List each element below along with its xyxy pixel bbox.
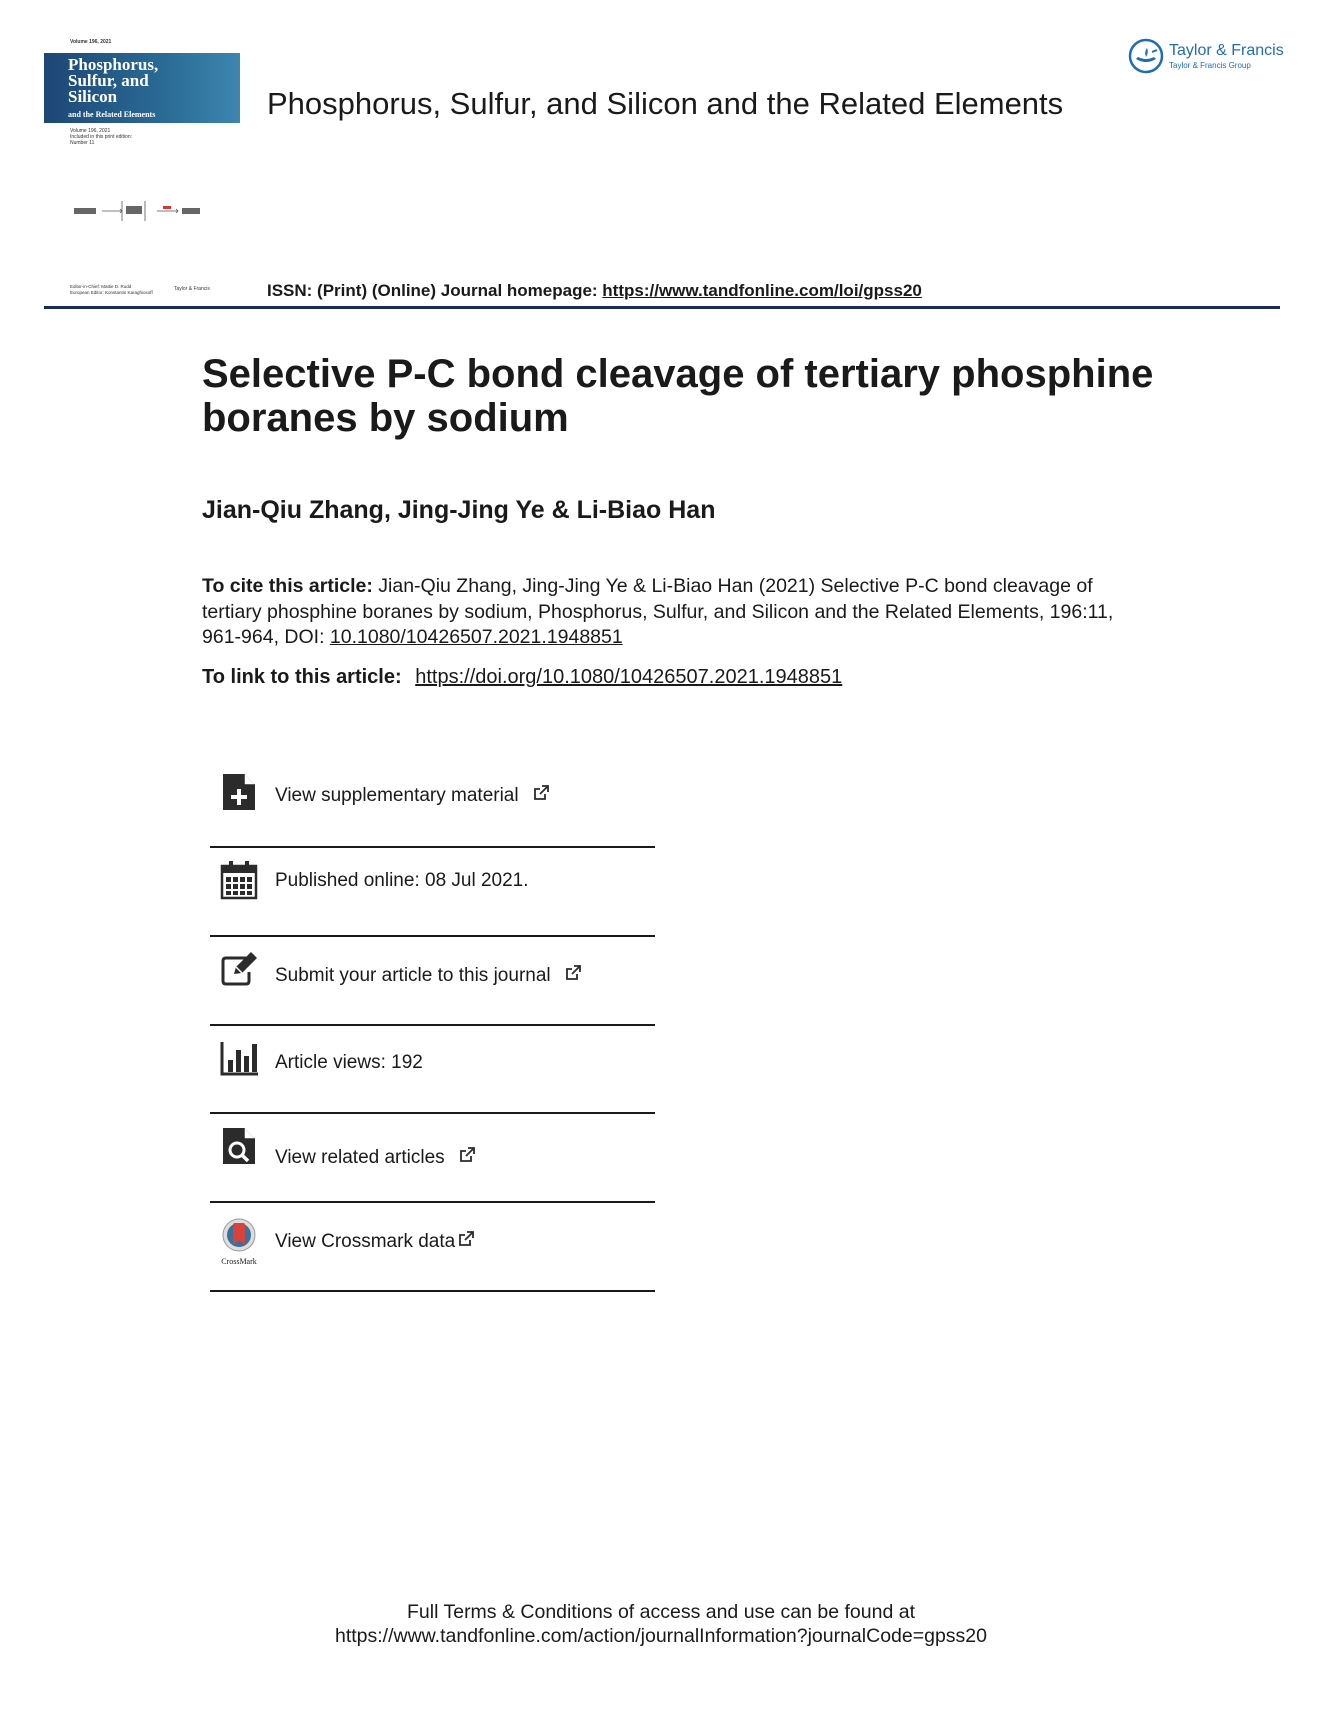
external-link-icon — [532, 784, 550, 802]
article-link-line — [202, 666, 842, 689]
article-doi-url[interactable]: https://doi.org/10.1080/10426507.2021.1948851 — [415, 666, 843, 688]
list-divider — [210, 846, 655, 848]
supplementary-material-row[interactable] — [210, 772, 655, 832]
issn-label: ISSN: (Print) (Online) Journal homepage: — [267, 281, 603, 300]
calendar-icon — [220, 860, 258, 900]
article-title: Selective P-C bond cleavage of tertiary phosphine boranes by sodium — [202, 352, 1154, 440]
list-divider — [210, 1290, 655, 1292]
publisher-group: Taylor & Francis Group — [1169, 61, 1251, 70]
supplementary-label[interactable]: View supplementary material — [275, 785, 519, 806]
external-link-icon — [457, 1230, 475, 1248]
crossmark-logo-text: CrossMark — [221, 1257, 257, 1266]
crossmark-label[interactable]: View Crossmark data — [275, 1231, 456, 1252]
list-divider — [210, 1201, 655, 1203]
submit-article-row[interactable] — [210, 950, 655, 1010]
file-plus-icon — [220, 772, 258, 812]
publisher-name: Taylor & Francis — [1169, 42, 1284, 59]
header-divider — [44, 306, 1280, 309]
terms-footer — [0, 1600, 1322, 1648]
journal-cover-thumbnail — [44, 36, 240, 298]
link-label: To link to this article: — [202, 666, 402, 688]
external-link-icon — [564, 964, 582, 982]
cover-editors: Editor-in-Chief: Mattie D. Rudd European Editor: Konstantin Karaghiosoff — [70, 284, 153, 295]
crossmark-icon — [218, 1218, 260, 1254]
cover-subtitle: and the Related Elements — [68, 110, 156, 119]
article-views-row — [210, 1038, 655, 1098]
bar-chart-icon — [220, 1038, 258, 1078]
published-online-label: Published online: 08 Jul 2021. — [275, 870, 529, 891]
citation-block — [202, 574, 1137, 651]
cover-title-band — [44, 53, 240, 123]
journal-homepage-link[interactable]: https://www.tandfonline.com/loi/gpss20 — [602, 281, 922, 300]
issn-homepage-line — [267, 281, 922, 301]
footer-terms-url[interactable]: https://www.tandfonline.com/action/journalInformation?journalCode=gpss20 — [334, 1625, 987, 1647]
publisher-logo[interactable] — [1128, 38, 1288, 78]
submit-article-label[interactable]: Submit your article to this journal — [275, 965, 551, 986]
publisher-lamp-icon — [1128, 38, 1164, 74]
cover-volume: Volume 196, 2021 — [70, 39, 112, 45]
crossmark-logo — [218, 1218, 260, 1266]
cover-edition-info: Volume 196, 2021 Included in this print edition: Number 11 — [70, 128, 132, 146]
footer-line-1: Full Terms & Conditions of access and use can be found at — [406, 1601, 915, 1623]
doi-link[interactable]: 10.1080/10426507.2021.1948851 — [329, 626, 623, 648]
crossmark-row[interactable] — [210, 1218, 655, 1278]
related-articles-row[interactable] — [210, 1126, 655, 1186]
edit-icon — [220, 950, 258, 990]
article-views-label: Article views: 192 — [275, 1052, 423, 1073]
article-authors: Jian-Qiu Zhang, Jing-Jing Ye & Li-Biao Han — [202, 496, 716, 524]
list-divider — [210, 1112, 655, 1114]
cite-text: Jian-Qiu Zhang, Jing-Jing Ye & Li-Biao Han (2021) Selective P-C bond cleavage of tertiary phosphine boranes by sodium, Phosphorus, Sulfur, and Silicon and the Related Elements, 196:11, 961-964, DOI: — [202, 575, 1114, 648]
journal-title: Phosphorus, Sulfur, and Silicon and the Related Elements — [267, 86, 1064, 121]
reaction-scheme-graphic — [70, 196, 220, 226]
external-link-icon — [458, 1146, 476, 1164]
related-articles-label[interactable]: View related articles — [275, 1147, 445, 1168]
list-divider — [210, 1024, 655, 1026]
file-search-icon — [220, 1126, 258, 1166]
published-online-row — [210, 860, 655, 920]
list-divider — [210, 935, 655, 937]
cite-label: To cite this article: — [202, 575, 373, 597]
cover-publisher-logo: Taylor & Francis — [174, 286, 210, 292]
cover-title: Phosphorus, Sulfur, and Silicon — [68, 55, 159, 106]
